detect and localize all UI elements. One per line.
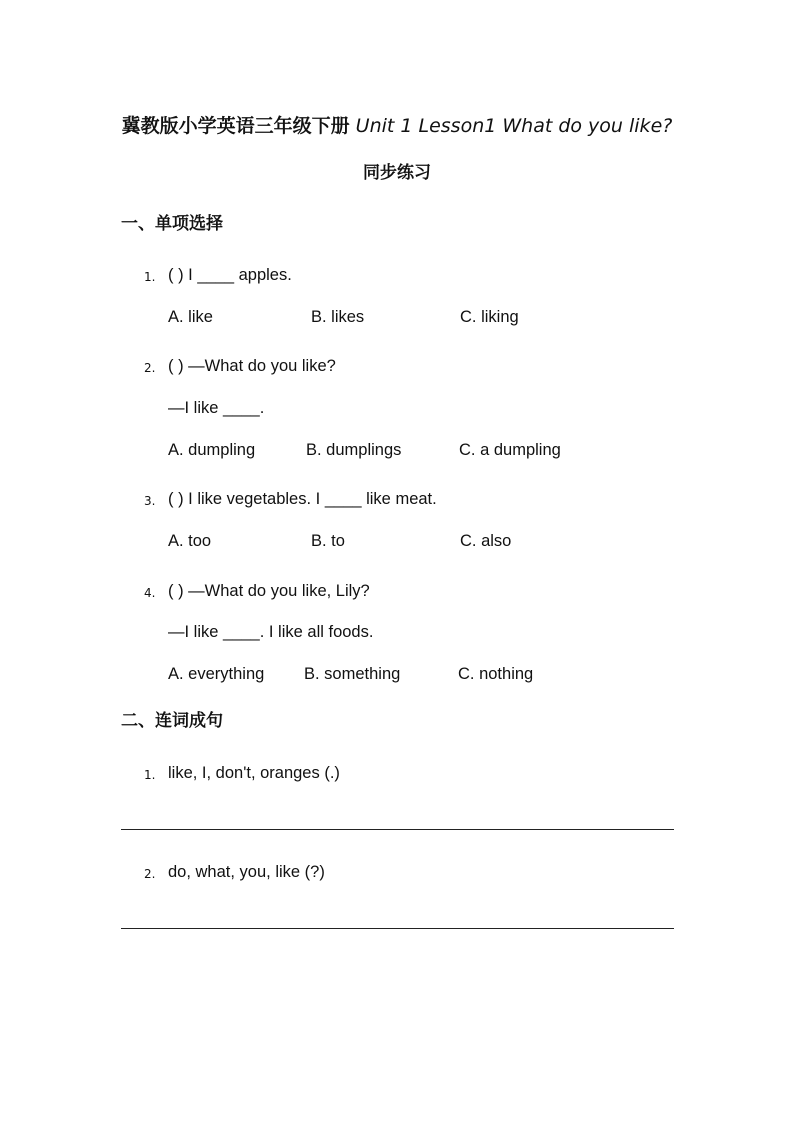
- question-stem-line-2: —I like ____. I like all foods.: [168, 623, 374, 641]
- option-c[interactable]: C. a dumpling: [459, 441, 561, 459]
- option-c[interactable]: C. nothing: [458, 665, 534, 683]
- answer-line[interactable]: [121, 928, 674, 929]
- option-a[interactable]: A. like: [168, 308, 213, 326]
- question-stem: ( ) —What do you like?: [168, 357, 336, 375]
- answer-line[interactable]: [121, 829, 674, 830]
- page-subtitle: 同步练习: [363, 163, 431, 183]
- option-a[interactable]: A. dumpling: [168, 441, 256, 459]
- option-b[interactable]: B. something: [304, 665, 401, 683]
- title-english: Unit 1 Lesson1 What do you like?: [355, 115, 673, 137]
- question-stem: ( ) I ____ apples.: [168, 266, 292, 284]
- question-number: 4.: [144, 586, 156, 600]
- question-stem: ( ) —What do you like, Lily?: [168, 582, 370, 600]
- section-heading-sentence-building: 二、连词成句: [121, 711, 223, 731]
- question-stem: ( ) I like vegetables. I ____ like meat.: [168, 490, 437, 508]
- section-heading-multiple-choice: 一、单项选择: [121, 214, 223, 234]
- question-stem-line-2: —I like ____.: [168, 399, 265, 417]
- option-b[interactable]: B. dumplings: [306, 441, 402, 459]
- question-number: 1.: [144, 270, 156, 284]
- title-chinese: 冀教版小学英语三年级下册: [121, 115, 350, 137]
- question-number: 2.: [144, 361, 156, 375]
- question-number: 3.: [144, 494, 156, 508]
- page-title: [0, 113, 794, 139]
- question-stem: like, I, don't, oranges (.): [168, 764, 340, 782]
- question-number: 1.: [144, 768, 156, 782]
- option-c[interactable]: C. liking: [460, 308, 519, 326]
- option-a[interactable]: A. too: [168, 532, 212, 550]
- option-a[interactable]: A. everything: [168, 665, 265, 683]
- question-number: 2.: [144, 867, 156, 881]
- option-b[interactable]: B. likes: [311, 308, 365, 326]
- question-stem: do, what, you, like (?): [168, 863, 325, 881]
- option-c[interactable]: C. also: [460, 532, 512, 550]
- option-b[interactable]: B. to: [311, 532, 345, 550]
